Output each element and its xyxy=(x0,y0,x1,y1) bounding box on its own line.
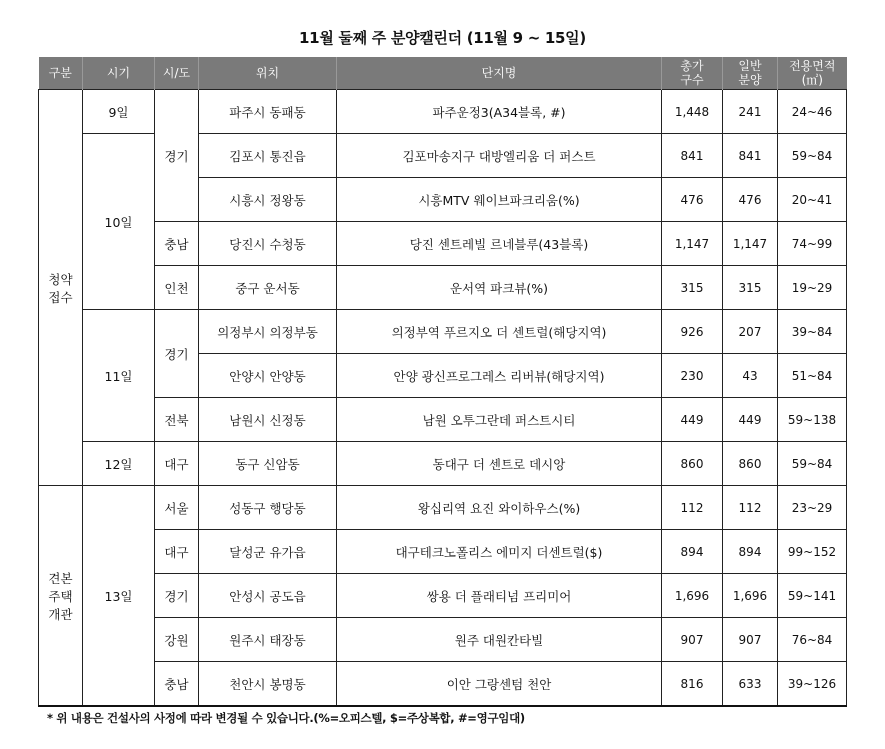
location-cell: 안성시 공도읍 xyxy=(199,574,337,618)
header-general-units xyxy=(723,57,778,90)
location-cell: 의정부시 의정부동 xyxy=(199,310,337,354)
sales-calendar-table xyxy=(38,57,847,707)
complex-cell: 동대구 더 센트로 데시앙 xyxy=(337,442,662,486)
location-cell: 중구 운서동 xyxy=(199,266,337,310)
day-cell: 9일 xyxy=(83,90,155,134)
location-cell: 당진시 수청동 xyxy=(199,222,337,266)
general-units-cell: 43 xyxy=(723,354,778,398)
table-row xyxy=(39,574,847,618)
total-units-cell: 230 xyxy=(662,354,723,398)
area-cell: 59~138 xyxy=(778,398,847,442)
header-general-line2: 분양 xyxy=(738,73,762,87)
region-cell: 강원 xyxy=(155,618,199,662)
total-units-cell: 1,696 xyxy=(662,574,723,618)
total-units-cell: 476 xyxy=(662,178,723,222)
table-row xyxy=(39,266,847,310)
header-sido: 시/도 xyxy=(155,57,199,90)
region-cell: 대구 xyxy=(155,530,199,574)
header-sigi: 시기 xyxy=(83,57,155,90)
region-cell: 인천 xyxy=(155,266,199,310)
area-cell: 74~99 xyxy=(778,222,847,266)
area-cell: 39~84 xyxy=(778,310,847,354)
general-units-cell: 449 xyxy=(723,398,778,442)
complex-cell: 시흥MTV 웨이브파크리움(%) xyxy=(337,178,662,222)
group-cheongyak xyxy=(39,90,83,486)
general-units-cell: 860 xyxy=(723,442,778,486)
complex-cell: 당진 센트레빌 르네블루(43블록) xyxy=(337,222,662,266)
table-row xyxy=(39,442,847,486)
header-area-line2: (㎡) xyxy=(801,73,823,87)
area-cell: 59~84 xyxy=(778,134,847,178)
table-row xyxy=(39,90,847,134)
header-location: 위치 xyxy=(199,57,337,90)
general-units-cell: 241 xyxy=(723,90,778,134)
table-row xyxy=(39,398,847,442)
table-row xyxy=(39,486,847,530)
general-units-cell: 1,696 xyxy=(723,574,778,618)
group-gyeonbon-line1: 견본 xyxy=(48,570,73,586)
location-cell: 성동구 행당동 xyxy=(199,486,337,530)
complex-cell: 대구테크노폴리스 에미지 더센트럴($) xyxy=(337,530,662,574)
total-units-cell: 1,448 xyxy=(662,90,723,134)
group-gyeonbon xyxy=(39,486,83,707)
area-cell: 59~84 xyxy=(778,442,847,486)
location-cell: 남원시 신정동 xyxy=(199,398,337,442)
header-total-line1: 총가 xyxy=(680,59,704,73)
total-units-cell: 907 xyxy=(662,618,723,662)
total-units-cell: 841 xyxy=(662,134,723,178)
complex-cell: 왕십리역 요진 와이하우스(%) xyxy=(337,486,662,530)
location-cell: 원주시 태장동 xyxy=(199,618,337,662)
region-cell: 충남 xyxy=(155,662,199,707)
group-cheongyak-line2: 접수 xyxy=(48,289,73,305)
complex-cell: 김포마송지구 대방엘리움 더 퍼스트 xyxy=(337,134,662,178)
header-gubun: 구분 xyxy=(39,57,83,90)
area-cell: 76~84 xyxy=(778,618,847,662)
total-units-cell: 816 xyxy=(662,662,723,707)
area-cell: 51~84 xyxy=(778,354,847,398)
location-cell: 천안시 봉명동 xyxy=(199,662,337,707)
general-units-cell: 207 xyxy=(723,310,778,354)
general-units-cell: 1,147 xyxy=(723,222,778,266)
table-row xyxy=(39,222,847,266)
location-cell: 동구 신암동 xyxy=(199,442,337,486)
total-units-cell: 449 xyxy=(662,398,723,442)
table-row xyxy=(39,662,847,707)
area-cell: 20~41 xyxy=(778,178,847,222)
table-row xyxy=(39,618,847,662)
general-units-cell: 476 xyxy=(723,178,778,222)
region-cell: 경기 xyxy=(155,90,199,222)
header-total-line2: 구수 xyxy=(680,73,704,87)
region-cell: 경기 xyxy=(155,574,199,618)
location-cell: 파주시 동패동 xyxy=(199,90,337,134)
header-total-units xyxy=(662,57,723,90)
location-cell: 시흥시 정왕동 xyxy=(199,178,337,222)
location-cell: 달성군 유가읍 xyxy=(199,530,337,574)
location-cell: 안양시 안양동 xyxy=(199,354,337,398)
area-cell: 19~29 xyxy=(778,266,847,310)
table-row xyxy=(39,530,847,574)
day-cell: 10일 xyxy=(83,134,155,310)
complex-cell: 안양 광신프로그레스 리버뷰(해당지역) xyxy=(337,354,662,398)
total-units-cell: 315 xyxy=(662,266,723,310)
general-units-cell: 633 xyxy=(723,662,778,707)
complex-cell: 의정부역 푸르지오 더 센트럴(해당지역) xyxy=(337,310,662,354)
header-complex: 단지명 xyxy=(337,57,662,90)
header-area-line1: 전용면적 xyxy=(789,59,836,73)
page-title: 11월 둘째 주 분양캘린더 (11월 9 ~ 15일) xyxy=(299,29,586,47)
group-gyeonbon-line2: 주택 xyxy=(48,588,73,604)
day-cell: 11일 xyxy=(83,310,155,442)
total-units-cell: 112 xyxy=(662,486,723,530)
area-cell: 39~126 xyxy=(778,662,847,707)
table-row xyxy=(39,310,847,354)
area-cell: 23~29 xyxy=(778,486,847,530)
total-units-cell: 1,147 xyxy=(662,222,723,266)
header-area xyxy=(778,57,847,90)
table-header-row xyxy=(39,57,847,90)
region-cell: 대구 xyxy=(155,442,199,486)
complex-cell: 원주 대원칸타빌 xyxy=(337,618,662,662)
region-cell: 서울 xyxy=(155,486,199,530)
complex-cell: 쌍용 더 플래티넘 프리미어 xyxy=(337,574,662,618)
total-units-cell: 926 xyxy=(662,310,723,354)
region-cell: 전북 xyxy=(155,398,199,442)
total-units-cell: 860 xyxy=(662,442,723,486)
area-cell: 99~152 xyxy=(778,530,847,574)
day-cell: 12일 xyxy=(83,442,155,486)
region-cell: 충남 xyxy=(155,222,199,266)
area-cell: 59~141 xyxy=(778,574,847,618)
complex-cell: 파주운정3(A34블록, #) xyxy=(337,90,662,134)
group-cheongyak-line1: 청약 xyxy=(48,271,73,287)
general-units-cell: 894 xyxy=(723,530,778,574)
complex-cell: 남원 오투그란데 퍼스트시티 xyxy=(337,398,662,442)
general-units-cell: 841 xyxy=(723,134,778,178)
general-units-cell: 112 xyxy=(723,486,778,530)
group-gyeonbon-line3: 개관 xyxy=(48,606,73,622)
header-general-line1: 일반 xyxy=(738,59,762,73)
general-units-cell: 315 xyxy=(723,266,778,310)
complex-cell: 이안 그랑센텀 천안 xyxy=(337,662,662,707)
region-cell: 경기 xyxy=(155,310,199,398)
footnote: * 위 내용은 건설사의 사정에 따라 변경될 수 있습니다.(%=오피스텔, $=주상복합, #=영구임대) xyxy=(47,711,525,725)
area-cell: 24~46 xyxy=(778,90,847,134)
location-cell: 김포시 통진읍 xyxy=(199,134,337,178)
total-units-cell: 894 xyxy=(662,530,723,574)
day-cell: 13일 xyxy=(83,486,155,707)
complex-cell: 운서역 파크뷰(%) xyxy=(337,266,662,310)
general-units-cell: 907 xyxy=(723,618,778,662)
